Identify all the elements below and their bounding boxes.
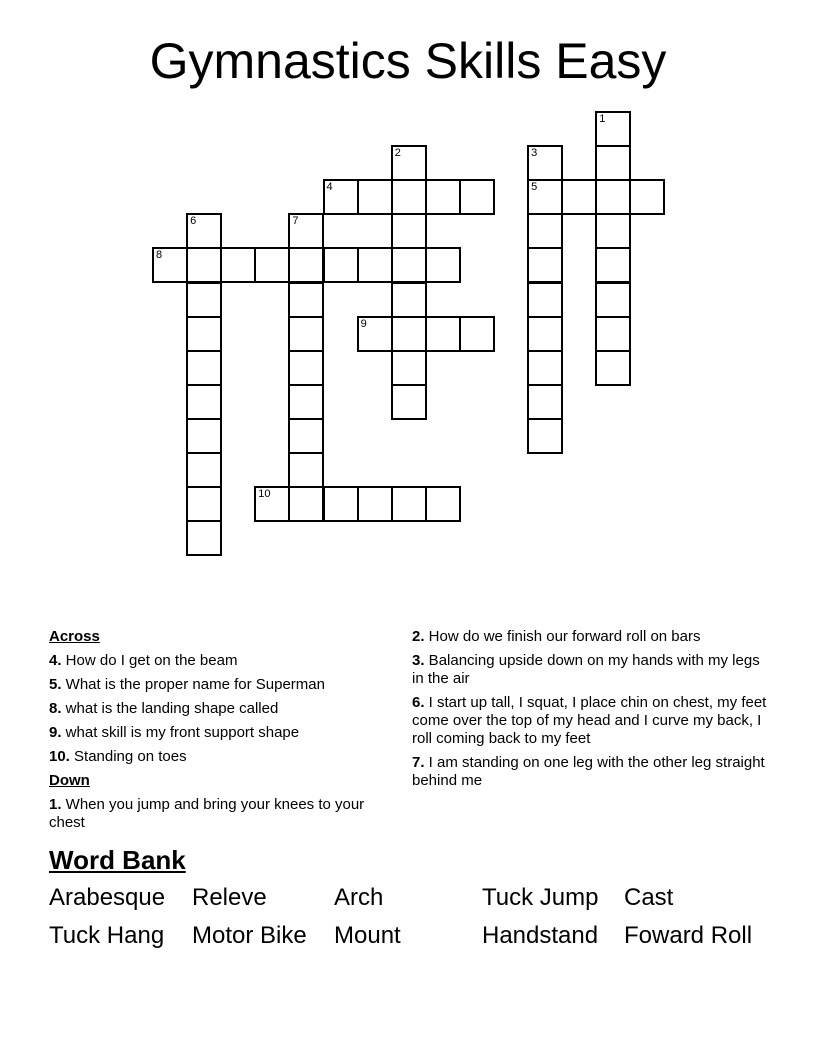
clue-number: 2. [412,628,425,645]
clue-item-2: 2. How do we finish our forward roll on bars [412,628,701,645]
word-bank-item: Mount [334,922,401,949]
clues-column-right [412,628,772,796]
word-bank-item: Arabesque [49,884,166,911]
grid-cell[interactable] [186,418,222,454]
grid-cell[interactable] [288,384,324,420]
grid-cell[interactable] [459,316,495,352]
clue-number: 10. [49,748,70,765]
word-bank-heading: Word Bank [49,845,186,875]
clue-item-5: 5. What is the proper name for Superman [49,676,325,693]
grid-cell[interactable] [391,350,427,386]
grid-cell[interactable] [527,145,563,181]
cell-number: 7 [292,215,299,228]
grid-cell[interactable] [288,452,324,488]
grid-cell[interactable] [186,213,222,249]
grid-cell[interactable] [288,213,324,249]
word-bank-item: Releve [192,884,267,911]
cell-number: 9 [360,317,367,330]
grid-cell[interactable] [357,486,393,522]
grid-cell[interactable] [595,179,631,215]
grid-cell[interactable] [357,247,393,283]
clue-item-10: 10. Standing on toes [49,748,187,765]
word-bank-item: Tuck Hang [49,922,165,949]
cell-number: 6 [190,215,197,228]
grid-cell[interactable] [220,247,256,283]
cell-number: 2 [394,147,401,160]
grid-cell[interactable] [186,316,222,352]
grid-cell[interactable] [595,282,631,318]
cell-number: 10 [258,488,271,501]
grid-cell[interactable] [595,145,631,181]
clues-column-left [49,628,401,838]
clue-item-8: 8. what is the landing shape called [49,700,279,717]
grid-cell[interactable] [186,452,222,488]
clue-number: 6. [412,694,425,711]
grid-cell[interactable] [527,247,563,283]
cell-number: 8 [156,249,163,262]
grid-cell[interactable] [425,247,461,283]
grid-cell[interactable] [391,213,427,249]
grid-cell[interactable] [595,350,631,386]
word-bank-item: Foward Roll [624,922,753,949]
clues-heading-down: Down [49,772,90,789]
cell-number: 5 [531,181,538,194]
grid-cell[interactable] [561,179,597,215]
grid-cell[interactable] [425,486,461,522]
clue-number: 3. [412,652,425,669]
grid-cell[interactable] [186,486,222,522]
word-bank-item: Tuck Jump [482,884,599,911]
grid-cell[interactable] [595,316,631,352]
clue-item-1: 1. When you jump and bring your knees to your chest [49,796,365,831]
grid-cell[interactable] [527,316,563,352]
grid-cell[interactable] [527,384,563,420]
grid-cell[interactable] [527,282,563,318]
grid-cell[interactable] [425,179,461,215]
grid-cell[interactable] [595,247,631,283]
clue-item-7: 7. I am standing on one leg with the other leg straight behind me [412,754,765,789]
grid-cell[interactable] [186,247,222,283]
grid-cell[interactable] [391,247,427,283]
grid-cell[interactable] [186,520,222,556]
grid-cell[interactable] [527,213,563,249]
word-bank-item: Cast [624,884,674,911]
grid-cell[interactable] [186,350,222,386]
grid-cell[interactable] [629,179,665,215]
word-bank-item: Motor Bike [192,922,307,949]
grid-cell[interactable] [527,179,563,215]
grid-cell[interactable] [323,179,359,215]
clue-number: 1. [49,796,62,813]
grid-cell[interactable] [323,247,359,283]
grid-cell[interactable] [288,316,324,352]
grid-cell[interactable] [357,316,393,352]
grid-cell[interactable] [288,247,324,283]
grid-cell[interactable] [595,111,631,147]
grid-cell[interactable] [391,179,427,215]
grid-cell[interactable] [323,486,359,522]
clue-number: 5. [49,676,62,693]
cell-number: 4 [326,181,333,194]
grid-cell[interactable] [527,418,563,454]
clue-item-9: 9. what skill is my front support shape [49,724,300,741]
grid-cell[interactable] [391,316,427,352]
grid-cell[interactable] [186,282,222,318]
grid-cell[interactable] [391,486,427,522]
grid-cell[interactable] [186,384,222,420]
grid-cell[interactable] [288,350,324,386]
grid-cell[interactable] [459,179,495,215]
clue-number: 7. [412,754,425,771]
clue-item-3: 3. Balancing upside down on my hands with my legs in the air [412,652,760,687]
page-title: Gymnastics Skills Easy [149,33,667,89]
word-bank-row [49,884,769,922]
grid-cell[interactable] [425,316,461,352]
grid-cell[interactable] [254,247,290,283]
grid-cell[interactable] [288,418,324,454]
grid-cell[interactable] [391,282,427,318]
grid-cell[interactable] [152,247,188,283]
cell-number: 3 [531,147,538,160]
word-bank-item: Arch [334,884,384,911]
cell-number: 1 [599,113,606,125]
grid-cell[interactable] [527,350,563,386]
grid-cell[interactable] [288,282,324,318]
grid-cell[interactable] [391,145,427,181]
grid-cell[interactable] [391,384,427,420]
clues-heading-across: Across [49,628,100,645]
word-bank-row [49,922,769,960]
grid-cell[interactable] [595,213,631,249]
grid-cell[interactable] [288,486,324,522]
clue-item-6: 6. I start up tall, I squat, I place chin on chest, my feet come over the top of my head and I curve my back, I roll coming back to my feet [412,694,767,747]
clue-number: 8. [49,700,62,717]
clue-number: 4. [49,652,62,669]
grid-cell[interactable] [357,179,393,215]
word-bank-item: Handstand [482,922,599,949]
clue-item-4: 4. How do I get on the beam [49,652,238,669]
grid-cell[interactable] [254,486,290,522]
clue-number: 9. [49,724,62,741]
